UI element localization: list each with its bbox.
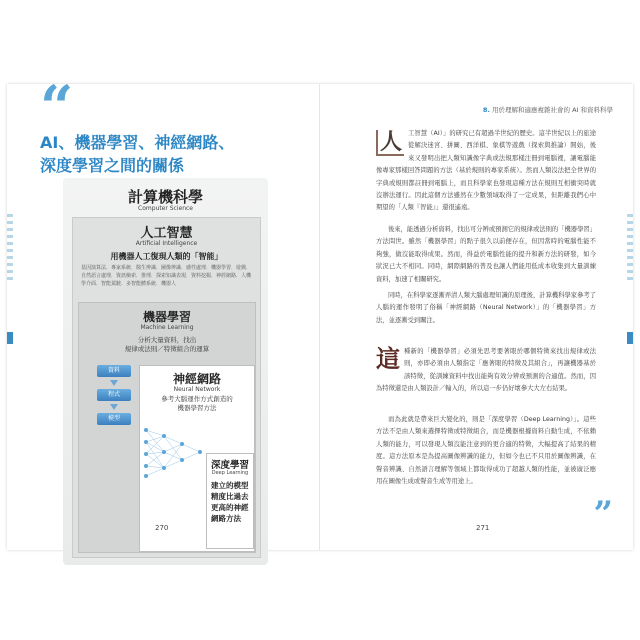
left-edge-tab [7,332,13,344]
paragraph-2 [376,224,596,286]
paragraph-1 [376,128,596,215]
paragraph-4-text: 種新的「機器學習」必須先思考要著眼於哪個特徵來找出規律或法則，亦即必須由人類指定「應著眼的特徵及其組合」，再讓機器基於該特徵，從訓練資料中找出能夠有效分辨或預測的合適值。然而，因為特徵還是由人類設計／輸入的，所以這一步仍好壞參大大左右結果。 [376,348,596,393]
ai-box [72,217,261,558]
cs-title: 計算機科學 [127,188,203,206]
running-head-number: 8. [482,106,490,114]
ml-description-line1: 分析大量資料，找出 [137,336,197,344]
paragraph-3 [376,290,596,327]
ml-title: 機器學習 [142,310,191,324]
paragraph-5 [376,414,596,488]
paragraph-5-text: 而為此就是帶來巨大變化的，則是「深度學習（Deep Learning）」。這些方法不是由人類來選擇特徵或特徵組合，而是機器根據資料自動生成，不依賴人類的能力，可以發現人類沒能注意到的更合適的特徵，大幅提高了結果的精度。這方法原本是為提高圖像辨識的能力，但如今也已不只用於圖像辨識，在聲音辨識、自然語言理解等領域上都取得成功了超越人類的性能，並被廣泛應用在圖像生成或聲音生成等用途上。 [376,416,596,486]
running-head-text: 用於理解和適應複雜社會的 AI 和資料科學 [492,106,613,114]
paragraph-2-text: 後來，能透過分析資料，找出可分辨或預測它的規律或法則的「機器學習」方法問世。雖然「機器學習」的點子很久以前便存在，但因當時的電腦性能不夠強，做沒能取得成果。然而，得益於電腦性能的提升和新方法的研發，如今狀況已大不相同。同時，網際網路的普及也讓人們能用低成本收集到大量訓練資料，加速了相關研究。 [376,226,596,283]
ml-subtitle: Machine Learning [140,324,194,331]
ai-relationship-diagram [63,178,268,565]
dl-subtitle: Deep Learning [211,470,249,476]
section-title-line2: 深度學習之間的關係 [40,156,185,175]
flow-model-label: 模型 [97,413,131,425]
left-page [7,73,320,550]
nn-description-line2: 機器學習方法 [177,404,217,412]
ml-description [79,336,255,354]
dl-title: 深度學習 [210,460,249,471]
right-page-number: 271 [476,524,490,532]
paragraph-3-text: 同時，在科學家逐漸弄清人類大腦處理知識的原理後，計算機科學家參考了人腦的運作發明了俗稱「神經網路（Neural Network）」的「機器學習」方法，並逐漸受到關注。 [376,292,596,324]
nn-title: 神經網路 [172,372,221,386]
ml-flow [97,365,137,445]
flow-program-label: 程式 [97,389,131,401]
running-head [483,105,613,114]
ai-subtitle: Artificial Intelligence [135,240,198,247]
dropcap-2: 這 [376,344,400,373]
paragraph-1-text: 工智慧（AI）」的研究已有超過半世紀的歷史。這半世紀以上的旅途從解決迷宮、拼圖、西洋棋、象棋等遊戲（探索與推論）開始，後來又發明出把人類知識像字典或法規那樣注冊到電腦裡，讓電腦能像專家那樣回答問題的方法（基於規則的專家系統）。然而人類沒法把全世界的字典或規則都註冊到電腦上，而且科學家也發現這種方法在規則互相衝突時就沒辦法運行。因此這個方法雖然在少數領域取得了一定成果，但距離我們心中期望的「人類『智能』」還很遙遠。 [376,130,596,212]
nn-subtitle: Neural Network [173,386,221,393]
flow-arrow-down-icon [110,404,118,410]
nn-description-line1: 參考大腦運作方式創造的 [161,395,233,403]
neural-network-icon [142,424,206,480]
dl-description: 建立的模型精度比過去更高的神經網路方法 [211,481,249,523]
section-title-line1: AI、機器學習、神經網路、 [40,133,235,152]
paragraph-4 [376,346,596,396]
dl-box [206,453,254,549]
ml-description-line2: 規律或法則／特徵組合的運算 [124,345,210,353]
section-title [40,131,300,177]
close-quote-icon: ” [593,494,613,534]
ml-box [78,302,256,553]
book-spread [7,73,633,550]
right-edge-tab [627,332,633,344]
open-quote-icon: “ [40,73,74,141]
right-page [320,84,633,550]
ai-title: 人工智慧 [140,226,193,241]
cs-subtitle: Computer Science [138,205,193,212]
left-page-number: 270 [155,524,169,532]
left-edge-index-bars [7,214,13,284]
ai-applications: 基因演算法．專家系統．醫生辨識．圖像辨識．感性處理．機器學習．遊戲．自然語言處理．資訊檢索．推理．探索知識表現．資料挖掘．神經網路．人機學介面．智能駕駛．多智能體系統．機器人 [81,265,252,287]
flow-data-label: 資料 [97,365,131,377]
ai-definition: 用機器人工復現人類的「智能」 [110,252,223,261]
flow-arrow-down-icon [110,380,118,386]
nn-description [140,395,254,413]
dropcap-1: 人 [376,130,404,156]
right-edge-index-bars [627,214,633,284]
